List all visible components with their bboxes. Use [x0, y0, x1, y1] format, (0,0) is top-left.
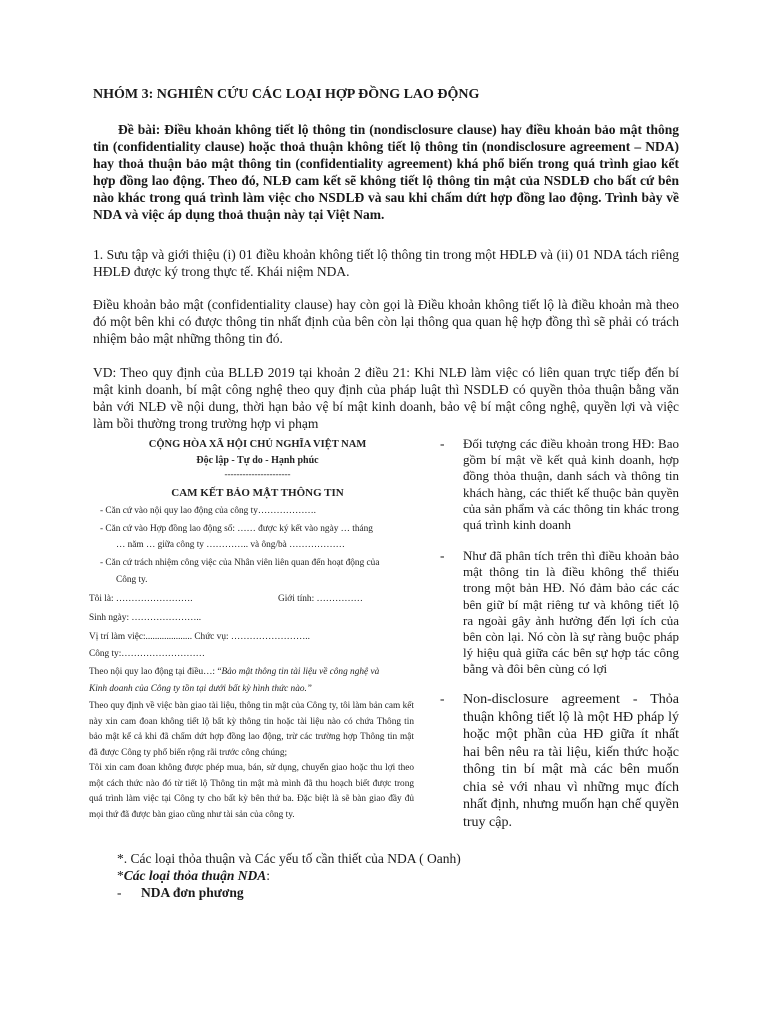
form-field-name: Tôi là: ……………………. — [89, 594, 193, 604]
form-basis-3b: Công ty. — [116, 575, 148, 585]
subsection-marker: * — [117, 868, 124, 883]
form-quote-italic: Bảo mật thông tin tài liệu về công nghệ và — [221, 667, 380, 677]
scanned-commitment-form — [86, 433, 429, 845]
bullet-dash: - — [440, 436, 445, 451]
form-title: CAM KẾT BẢO MẬT THÔNG TIN — [171, 487, 344, 499]
assignment-paragraph: Đề bài: Điều khoản không tiết lộ thông tin (nondisclosure clause) hay điều khoản bảo mật thông tin (confidentiality clause) hoặc thoả thuận không tiết lộ thông tin (nondisclosure agreement – NDA) hay thoả thuận bảo mật thông tin (confidentiality agreement) khá phổ biến trong quá trình giao kết hợp đồng lao động. Theo đó, NLĐ cam kết sẽ không tiết lộ thông tin mật của NSDLĐ cho bất cứ bên nào khác trong quá trình làm việc cho NSDLĐ và sau khi chấm dứt hợp đồng lao động. Trình bày về NDA và việc áp dụng thoả thuận này tại Việt Nam. — [93, 122, 679, 222]
paragraph-definition: Điều khoản bảo mật (confidentiality clause) hay còn gọi là Điều khoản không tiết lộ là điều khoản mà theo đó một bên khi có được thông tin nhất định của bên còn lại thông qua quan hệ hợp đồng thì sẽ phải có trách nhiệm bảo mật những thông tin đó. — [93, 297, 679, 346]
bullet-text-importance: Như đã phân tích trên thì điều khoản bảo mật thông tin là điều không thể thiếu trong một bản HĐ. Nó đảm bảo các các bên giữ bí mật riêng tư và không tiết lộ ra ngoài gây ảnh hưởng đến lợi ích của bên còn lại. Nó còn là sự ràng buộc pháp lý hiệu quả giữa các bên sự hợp tác công bằng và đôi bên cùng có lợi — [463, 548, 679, 677]
form-field-company: Công ty:……………………… — [89, 649, 205, 659]
bullet-dash: - — [440, 548, 445, 563]
list-item-dash: - — [117, 885, 122, 900]
bullet-text-subjects: Đối tượng các điều khoản trong HĐ: Bao gồm bí mật về kết quả kinh doanh, hợp đồng thỏa thuận, danh sách và thông tin khách hàng, các thiết kế thuộc bản quyền của sản phẩm và các thông tin khác trong quá trình kinh doanh — [463, 436, 679, 533]
form-basis-2b: … năm … giữa công ty ………….. và ông/bà ……………… — [116, 540, 345, 550]
form-basis-3: - Căn cứ trách nhiệm công việc của Nhân viên liên quan đến hoạt động của — [100, 558, 380, 568]
section-nda-types: *. Các loại thỏa thuận và Các yếu tố cần thiết của NDA ( Oanh) — [117, 851, 461, 866]
paragraph-example: VD: Theo quy định của BLLĐ 2019 tại khoản 2 điều 21: Khi NLĐ làm việc có liên quan trực tiếp đến bí mật kinh doanh, bí mật công nghệ theo quy định của pháp luật thì NSDLĐ có quyền thỏa thuận bằng văn bản với NLĐ về nội dung, thời hạn bảo vệ bí mật kinh doanh, bảo vệ bí mật công nghệ, quyền lợi và việc làm bồi thường trong trường hợp vi phạm — [93, 365, 679, 431]
form-body-1: Theo quy định về việc bàn giao tài liệu, thông tin mật của Công ty, tôi làm bản cam kết này xin cam đoan không tiết lộ bất kỳ thông tin hoặc tài liệu nào có chứa Thông tin bảo mật kể cả khi đã chấm dứt hợp đồng lao động, trừ các trường hợp Thông tin mật đã được Công ty phổ biến rộng rãi trước công chúng; — [89, 701, 414, 758]
form-divider: ---------------------- — [224, 469, 291, 479]
bullet-text-nda-definition: Non-disclosure agreement - Thỏa thuận không tiết lộ là một HĐ pháp lý hoặc một phần của HĐ giữa ít nhất hai bên nêu ra tài liệu, kiến thức hoặc thông tin bí mật mà các bên muốn chia sẻ với nhau vì những mục đích nhất định, nhưng muốn hạn chế quyền truy cập. — [463, 692, 679, 830]
form-body-2: Tôi xin cam đoan không được phép mua, bán, sử dụng, chuyển giao hoặc thu lợi theo một cách thức nào đó từ tiết lộ Thông tin mật mà mình đã thu hoạch biết được trong quá trình làm việc tại Công ty cho bất kỳ bên thứ ba. Đặc biệt là sẽ bàn giao đầy đủ mọi thứ đã được bàn giao cũng như tài sản của công ty. — [89, 763, 414, 820]
list-item-unilateral-nda: NDA đơn phương — [141, 885, 244, 900]
form-field-birthdate: Sinh ngày: ………………….. — [89, 613, 202, 623]
subsection-nda-types — [117, 868, 270, 884]
form-quote-lead: Theo nội quy lao động tại điều…: “ — [89, 667, 222, 677]
form-motto: Độc lập - Tự do - Hạnh phúc — [196, 455, 319, 466]
page-title: NHÓM 3: NGHIÊN CỨU CÁC LOẠI HỢP ĐỒNG LAO ĐỘNG — [93, 87, 480, 102]
form-field-gender: Giới tính: …………… — [278, 594, 363, 604]
form-basis-2: - Căn cứ vào Hợp đồng lao động số: …… được ký kết vào ngày … tháng — [100, 524, 373, 534]
form-basis-1: - Căn cứ vào nội quy lao động của công ty………………. — [100, 506, 316, 516]
form-quote-line-2: Kinh doanh của Công ty tồn tại dưới bất kỳ hình thức nào.” — [89, 684, 312, 694]
bullet-dash: - — [440, 691, 445, 706]
form-field-position: Vị trí làm việc:.................... Chức vụ: …………………….. — [89, 632, 310, 642]
subsection-colon: : — [266, 868, 271, 883]
paragraph-collection: 1. Sưu tập và giới thiệu (i) 01 điều khoản không tiết lộ thông tin trong một HĐLĐ và (ii) 01 NDA tách riêng HĐLĐ được ký trong thực tế. Khái niệm NDA. — [93, 247, 679, 279]
subsection-title: Các loại thỏa thuận NDA — [123, 868, 267, 883]
form-country-header: CỘNG HÒA XÃ HỘI CHỦ NGHĨA VIỆT NAM — [148, 439, 367, 450]
form-quote-line-1 — [89, 666, 379, 679]
